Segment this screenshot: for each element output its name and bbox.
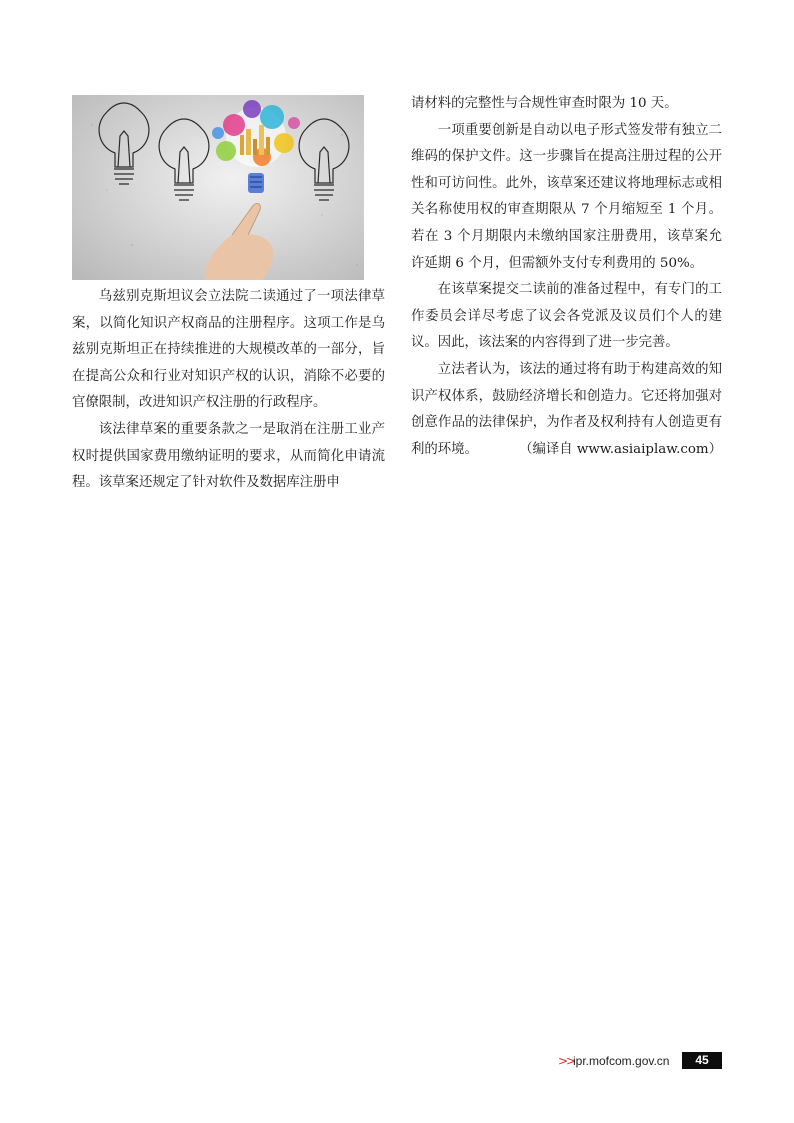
paragraph bbox=[411, 357, 722, 463]
page-number: 45 bbox=[682, 1052, 722, 1069]
source-citation: （编译自 www.asiaiplaw.com） bbox=[519, 441, 722, 457]
right-column bbox=[411, 91, 722, 463]
paragraph: 该法律草案的重要条款之一是取消在注册工业产权时提供国家费用缴纳证明的要求，从而简化申请流程。该草案还规定了针对软件及数据库注册申 bbox=[72, 421, 385, 491]
paragraph-text: 立法者认为，该法的通过将有助于构建高效的知识产权体系，鼓励经济增长和创造力。它还将加强对创意作品的法律保护，为作者及权利持有人创造更有利的环境。 bbox=[411, 361, 722, 457]
left-column bbox=[72, 284, 385, 497]
paragraph: 一项重要创新是自动以电子形式签发带有独立二维码的保护文件。这一步骤旨在提高注册过程的公开性和可访问性。此外，该草案还建议将地理标志或相关名称使用权的审查期限从 7 个月缩短至 1 个月。若在 3 个月期限内未缴纳国家注册费用，该草案允许延期 6 个月，但需额外支付专利费用的 50%。 bbox=[411, 122, 722, 271]
paragraph: 在该草案提交二读前的准备过程中，有专门的工作委员会详尽考虑了议会各党派及议员们个人的建议。因此，该法案的内容得到了进一步完善。 bbox=[411, 282, 722, 351]
double-chevron-icon: >> bbox=[558, 1054, 575, 1068]
paragraph: 乌兹别克斯坦议会立法院二读通过了一项法律草案，以简化知识产权商品的注册程序。这项工作是乌兹别克斯坦正在持续推进的大规模改革的一部分，旨在提高公众和行业对知识产权的认识，消除不必要的官僚限制，改进知识产权注册的行政程序。 bbox=[72, 289, 385, 411]
lightbulb-ideas-photo bbox=[72, 95, 364, 280]
website-url: ipr.mofcom.gov.cn bbox=[573, 1054, 670, 1068]
page-footer bbox=[540, 1052, 722, 1070]
paragraph-continuation: 请材料的完整性与合规性审查时限为 10 天。 bbox=[411, 96, 678, 111]
